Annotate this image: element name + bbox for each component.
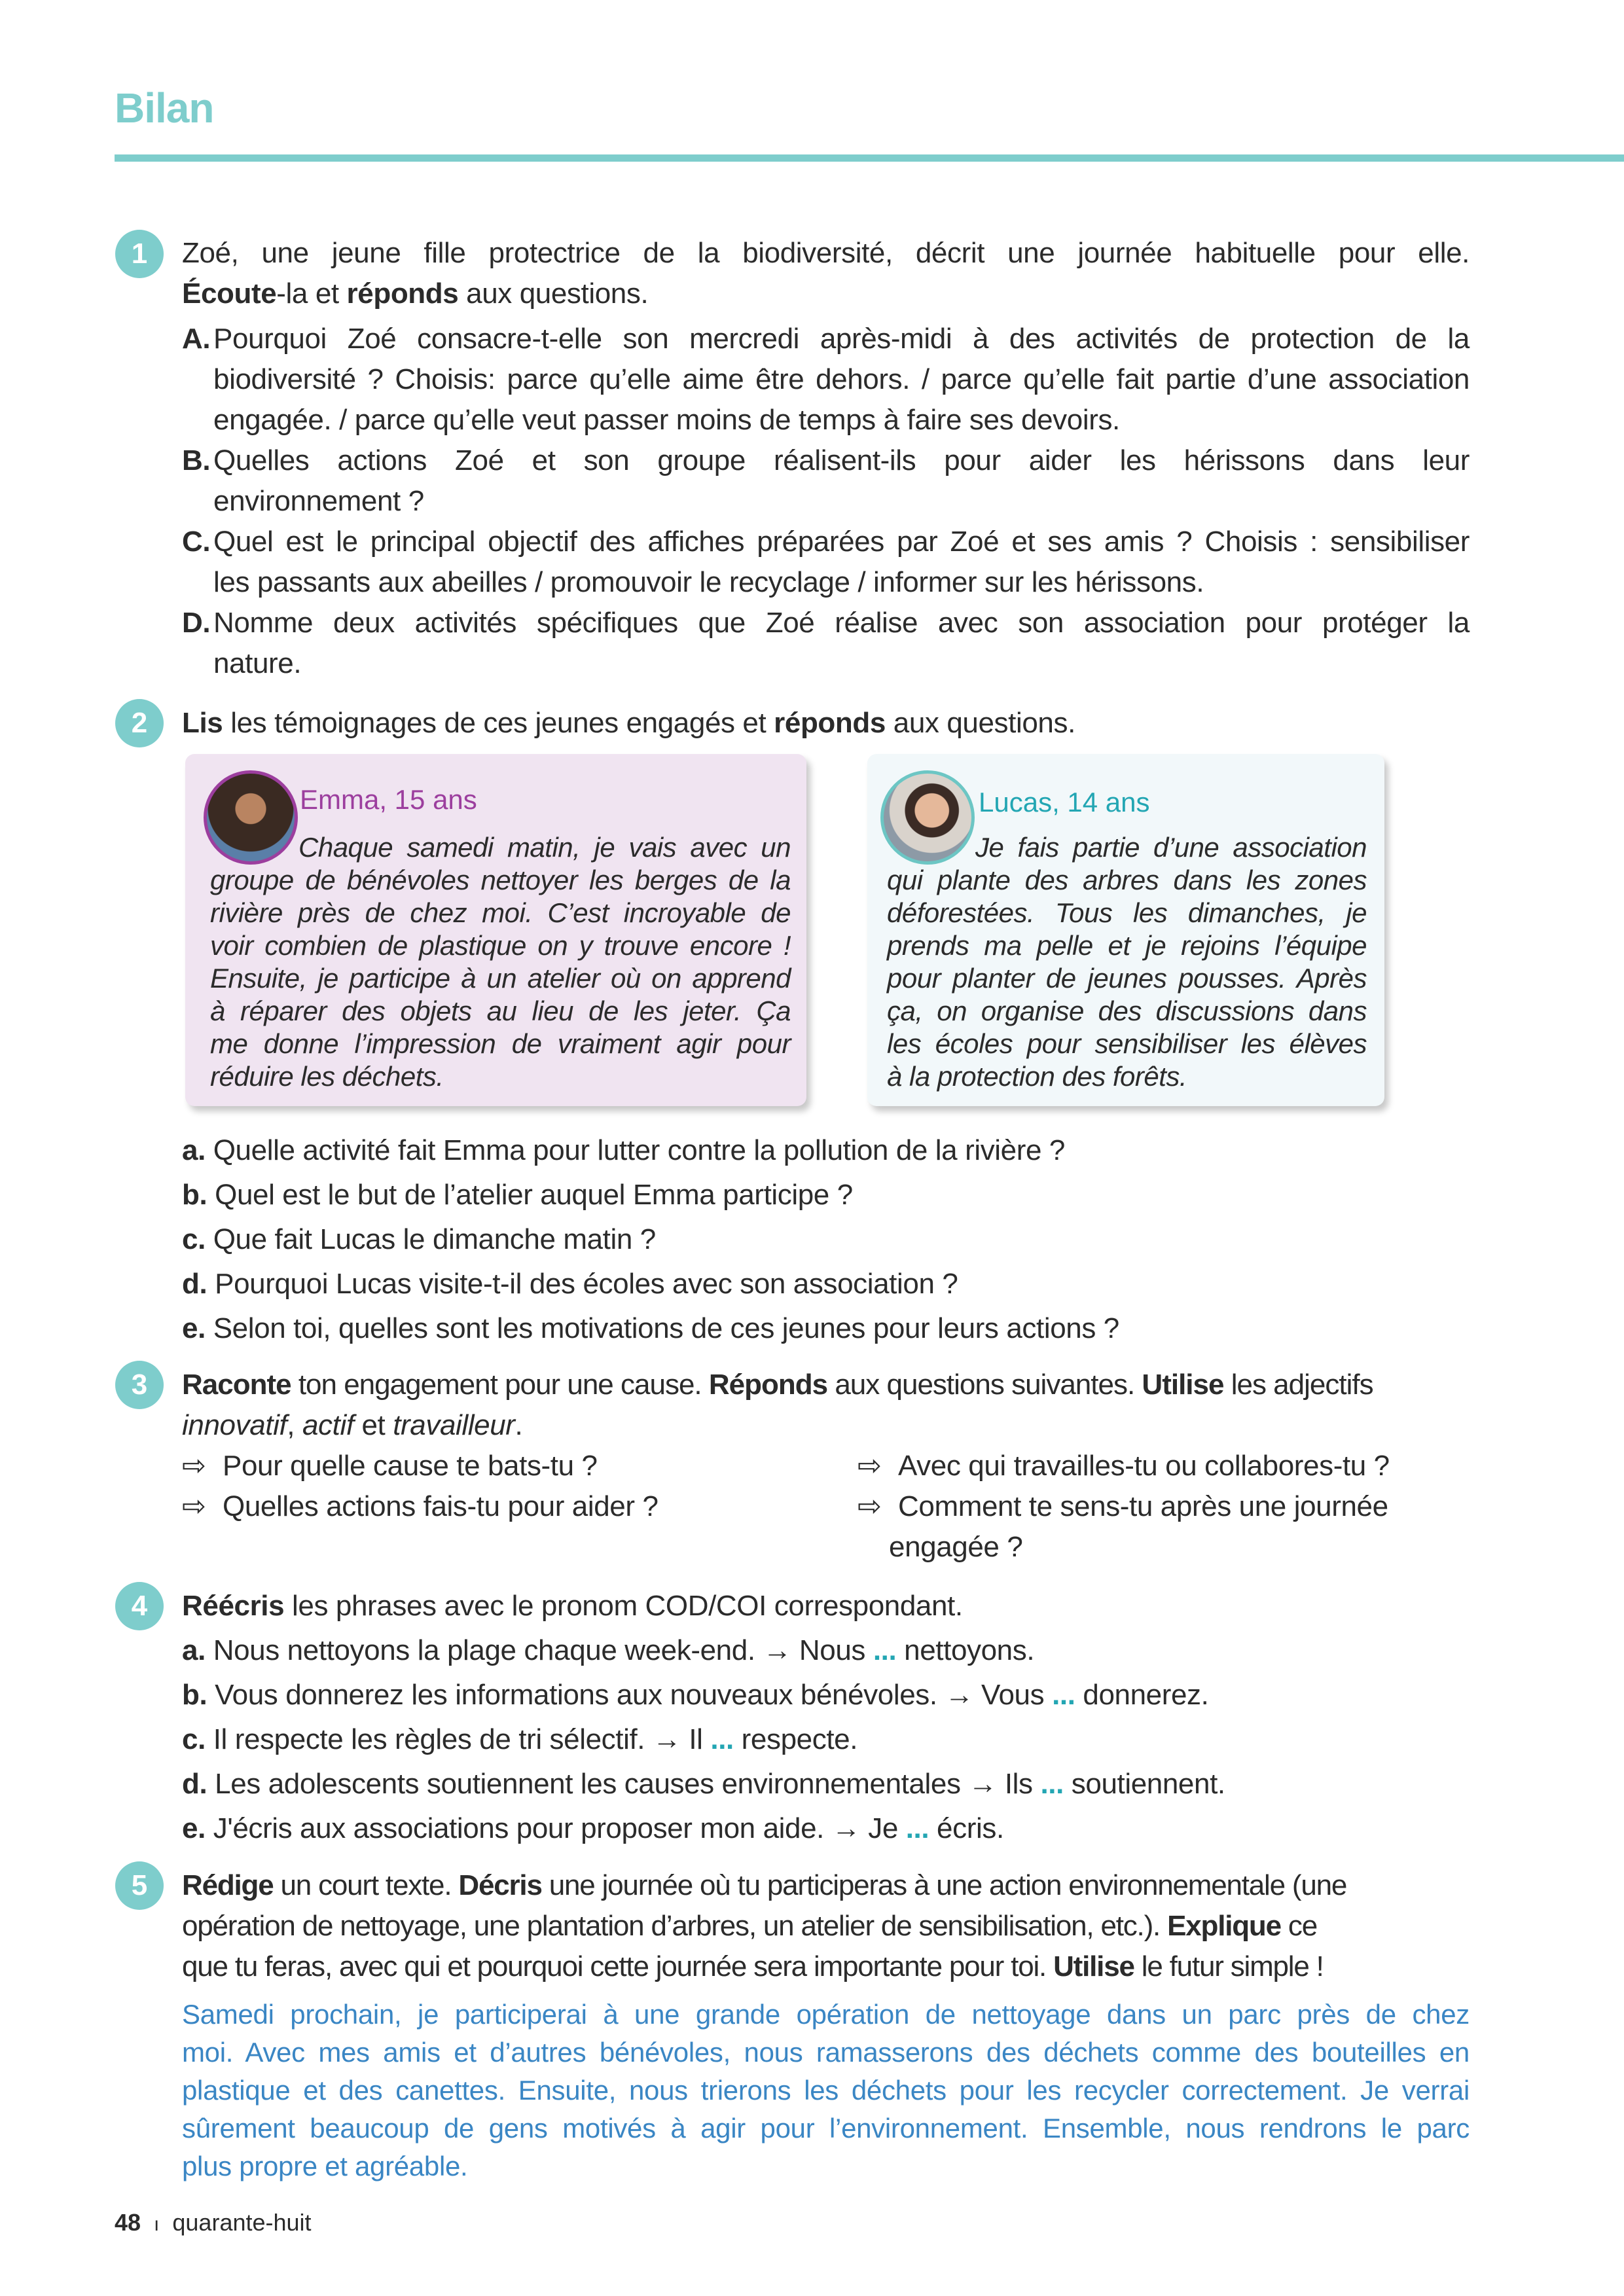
instruction-text: aux questions. <box>458 278 649 310</box>
page-number: 48 <box>115 2209 141 2236</box>
testimony-card-lucas <box>867 754 1384 1106</box>
item-text: Vous donnerez les informations aux nouveaux bénévoles. → Vous <box>215 1679 1053 1711</box>
blank-placeholder[interactable]: ... <box>710 1723 734 1755</box>
testimony-line: ça, on organise des discussions dans <box>887 996 1367 1026</box>
question-text: Nomme deux activités spécifiques que Zoé réalise avec son association pour protéger la <box>213 607 1470 639</box>
item-label: a. <box>182 1634 206 1666</box>
item-text: Nous nettoyons la plage chaque week-end. → Nous <box>213 1634 873 1666</box>
question-text: biodiversité ? Choisis: parce qu’elle aime être dehors. / parce qu’elle fait partie d’une association <box>213 363 1470 395</box>
question-b <box>182 1175 1470 1215</box>
page-footer <box>115 2209 312 2236</box>
testimony-line: réduire les déchets. <box>210 1061 444 1092</box>
instruction-text: les adjectifs <box>1223 1369 1373 1401</box>
adjective: actif <box>302 1409 354 1441</box>
question-text: les passants aux abeilles / promouvoir le recyclage / informer sur les hérissons. <box>213 566 1204 598</box>
rewrite-item-a <box>182 1630 1470 1671</box>
arrow-right-icon: ⇨ <box>857 1450 882 1482</box>
prompt-text: Quelles actions fais-tu pour aider ? <box>223 1490 659 1522</box>
exercise-4-instruction <box>182 1586 1470 1626</box>
instruction-verb: Utilise <box>1053 1950 1134 1982</box>
prompt-text-continued: engagée ? <box>889 1531 1023 1563</box>
blank-placeholder[interactable]: ... <box>905 1812 929 1844</box>
question-label: d. <box>182 1268 208 1300</box>
testimony-line: à la protection des forêts. <box>887 1061 1187 1092</box>
exercise-number-badge: 2 <box>115 699 164 747</box>
exercise-number-badge: 5 <box>115 1861 164 1910</box>
testimony-line: Chaque samedi matin, je vais avec un <box>298 832 791 863</box>
question-label: D. <box>182 607 211 639</box>
exercise-5-instruction <box>182 1906 1470 1946</box>
instruction-text: ton engagement pour une cause. <box>291 1369 709 1401</box>
instruction-verb: réponds <box>774 707 886 739</box>
testimony-author: Emma, 15 ans <box>300 784 477 815</box>
answer-line: sûrement beaucoup de gens motivés à agir pour l’environnement. Ensemble, nous rendrons le parc <box>182 2113 1470 2144</box>
item-text: nettoyons. <box>896 1634 1035 1666</box>
instruction-verb: Réécris <box>182 1590 285 1622</box>
exercise-3-instruction <box>182 1365 1470 1405</box>
question-text: Quel est le principal objectif des affiches préparées par Zoé et ses amis ? Choisis : sensibiliser <box>213 526 1470 558</box>
instruction-verb: Utilise <box>1142 1369 1224 1401</box>
exercise-5-instruction <box>182 1865 1470 1906</box>
question-label: A. <box>182 323 211 355</box>
adjective-list <box>182 1405 1470 1446</box>
exercise-1-intro: Zoé, une jeune fille protectrice de la biodiversité, décrit une journée habituelle pour elle. <box>182 237 1470 269</box>
instruction-verb: Rédige <box>182 1869 274 1901</box>
instruction-verb: Décris <box>458 1869 542 1901</box>
testimony-line: rivière près de chez moi. C’est incroyable de <box>210 897 791 928</box>
question-e <box>182 1308 1470 1349</box>
instruction-verb: réponds <box>346 278 459 310</box>
exercise-5-instruction <box>182 1946 1470 1987</box>
testimony-text <box>887 831 1367 1093</box>
item-text: J'écris aux associations pour proposer mon aide. → Je <box>213 1812 906 1844</box>
instruction-verb: Écoute <box>182 278 277 310</box>
title-divider <box>115 154 1624 162</box>
answer-line: Samedi prochain, je participerai à une grande opération de nettoyage dans un parc près de chez <box>182 1999 1470 2030</box>
question-text: Quel est le but de l’atelier auquel Emma participe ? <box>215 1179 853 1211</box>
prompt-item <box>857 1486 1388 1527</box>
arrow-right-icon: ⇨ <box>857 1490 882 1522</box>
arrow-right-icon: ⇨ <box>182 1490 206 1522</box>
answer-line: plus propre et agréable. <box>182 2151 468 2181</box>
instruction-text: un court texte. <box>273 1869 459 1901</box>
question-text: Pourquoi Lucas visite-t-il des écoles avec son association ? <box>215 1268 958 1300</box>
question-text: nature. <box>213 647 302 679</box>
prompt-item <box>857 1446 1390 1486</box>
prompt-text: Comment te sens-tu après une journée <box>898 1490 1388 1522</box>
separator: et <box>353 1409 393 1441</box>
testimony-line: Je fais partie d’une association <box>975 832 1367 863</box>
testimony-line: qui plante des arbres dans les zones <box>887 865 1367 895</box>
separator: , <box>287 1409 302 1441</box>
blank-placeholder[interactable]: ... <box>1040 1768 1064 1800</box>
question-label: B. <box>182 444 211 476</box>
item-text: Les adolescents soutiennent les causes environnementales → Ils <box>215 1768 1041 1800</box>
question-c <box>182 1219 1470 1260</box>
prompt-item <box>182 1486 659 1527</box>
item-label: e. <box>182 1812 206 1844</box>
testimony-line: voir combien de plastique on y trouve encore ! <box>210 930 791 961</box>
item-text: soutiennent. <box>1063 1768 1225 1800</box>
testimony-line: les écoles pour sensibiliser les élèves <box>887 1028 1367 1059</box>
rewrite-item-c <box>182 1719 1470 1760</box>
item-text: respecte. <box>733 1723 858 1755</box>
arrow-right-icon: ⇨ <box>182 1450 206 1482</box>
item-label: d. <box>182 1768 208 1800</box>
sample-answer <box>182 1996 1470 2185</box>
instruction-text: que tu feras, avec qui et pourquoi cette journée sera importante pour toi. <box>182 1950 1054 1982</box>
question-text: environnement ? <box>213 485 424 517</box>
instruction-text: une journée où tu participeras à une action environnementale (une <box>541 1869 1347 1901</box>
testimony-line: me donne l’impression de vraiment agir pour <box>210 1028 791 1059</box>
question-text: Quelles actions Zoé et son groupe réalisent-ils pour aider les hérissons dans leur <box>213 444 1470 476</box>
separator: . <box>514 1409 523 1441</box>
footer-separator: ı <box>154 2214 160 2235</box>
question-label: C. <box>182 526 211 558</box>
item-text: donnerez. <box>1075 1679 1209 1711</box>
testimony-author: Lucas, 14 ans <box>979 787 1150 817</box>
testimony-line: groupe de bénévoles nettoyer les berges de la <box>210 865 791 895</box>
adjective: travailleur <box>393 1409 515 1441</box>
question-text: engagée. / parce qu’elle veut passer moins de temps à faire ses devoirs. <box>213 404 1120 436</box>
question-a <box>182 1130 1470 1171</box>
instruction-text: -la et <box>276 278 347 310</box>
question-label: a. <box>182 1134 206 1166</box>
testimony-line: prends ma pelle et je rejoins l’équipe <box>887 930 1367 961</box>
rewrite-item-b <box>182 1675 1470 1715</box>
item-label: b. <box>182 1679 208 1711</box>
rewrite-item-d <box>182 1764 1470 1804</box>
answer-line: plastique et des canettes. Ensuite, nous trierons les déchets pour les recycler correctement. Je verrai <box>182 2075 1470 2106</box>
page-title: Bilan <box>115 84 214 132</box>
adjective: innovatif <box>182 1409 287 1441</box>
testimony-line: déforestées. Tous les dimanches, je <box>887 897 1367 928</box>
exercise-2-instruction <box>182 703 1470 744</box>
instruction-text: les témoignages de ces jeunes engagés et <box>223 707 774 739</box>
question-text: Quelle activité fait Emma pour lutter contre la pollution de la rivière ? <box>213 1134 1065 1166</box>
instruction-verb: Lis <box>182 707 223 739</box>
blank-placeholder[interactable]: ... <box>1052 1679 1075 1711</box>
instruction-text: opération de nettoyage, une plantation d’arbres, un atelier de sensibilisation, etc.). <box>182 1910 1168 1942</box>
prompt-text: Pour quelle cause te bats-tu ? <box>223 1450 598 1482</box>
answer-line: moi. Avec mes amis et d’autres bénévoles, nous ramasserons des déchets comme des bouteilles en <box>182 2037 1470 2068</box>
testimony-text <box>210 831 791 1093</box>
item-text: écris. <box>929 1812 1004 1844</box>
testimony-line: Ensuite, je participe à un atelier où on apprend <box>210 963 791 994</box>
exercise-number-badge: 1 <box>115 230 164 278</box>
testimony-card-emma <box>185 754 806 1106</box>
exercise-number-badge: 4 <box>115 1582 164 1630</box>
exercise-number-badge: 3 <box>115 1361 164 1409</box>
question-label: b. <box>182 1179 208 1211</box>
testimony-line: à réparer des objets au lieu de les jeter. Ça <box>210 996 791 1026</box>
instruction-text: les phrases avec le pronom COD/COI correspondant. <box>284 1590 963 1622</box>
question-text: Que fait Lucas le dimanche matin ? <box>213 1223 656 1255</box>
question-text: Selon toi, quelles sont les motivations de ces jeunes pour leurs actions ? <box>213 1312 1119 1344</box>
rewrite-item-e <box>182 1808 1470 1849</box>
question-label: c. <box>182 1223 206 1255</box>
prompt-text: Avec qui travailles-tu ou collabores-tu ? <box>898 1450 1390 1482</box>
page-number-words: quarante-huit <box>172 2209 312 2236</box>
item-label: c. <box>182 1723 206 1755</box>
testimony-line: pour planter de jeunes pousses. Après <box>887 963 1367 994</box>
question-d <box>182 1264 1470 1304</box>
question-label: e. <box>182 1312 206 1344</box>
blank-placeholder[interactable]: ... <box>873 1634 897 1666</box>
instruction-text: aux questions suivantes. <box>827 1369 1142 1401</box>
instruction-verb: Réponds <box>708 1369 828 1401</box>
instruction-verb: Raconte <box>182 1369 291 1401</box>
instruction-text: aux questions. <box>885 707 1075 739</box>
item-text: Il respecte les règles de tri sélectif. → Il <box>213 1723 711 1755</box>
prompt-item <box>182 1446 598 1486</box>
instruction-verb: Explique <box>1167 1910 1281 1942</box>
exercise-1-instruction <box>182 274 1470 314</box>
question-text: Pourquoi Zoé consacre-t-elle son mercredi après-midi à des activités de protection de la <box>213 323 1470 355</box>
instruction-text: le futur simple ! <box>1134 1950 1324 1982</box>
instruction-text: ce <box>1280 1910 1317 1942</box>
